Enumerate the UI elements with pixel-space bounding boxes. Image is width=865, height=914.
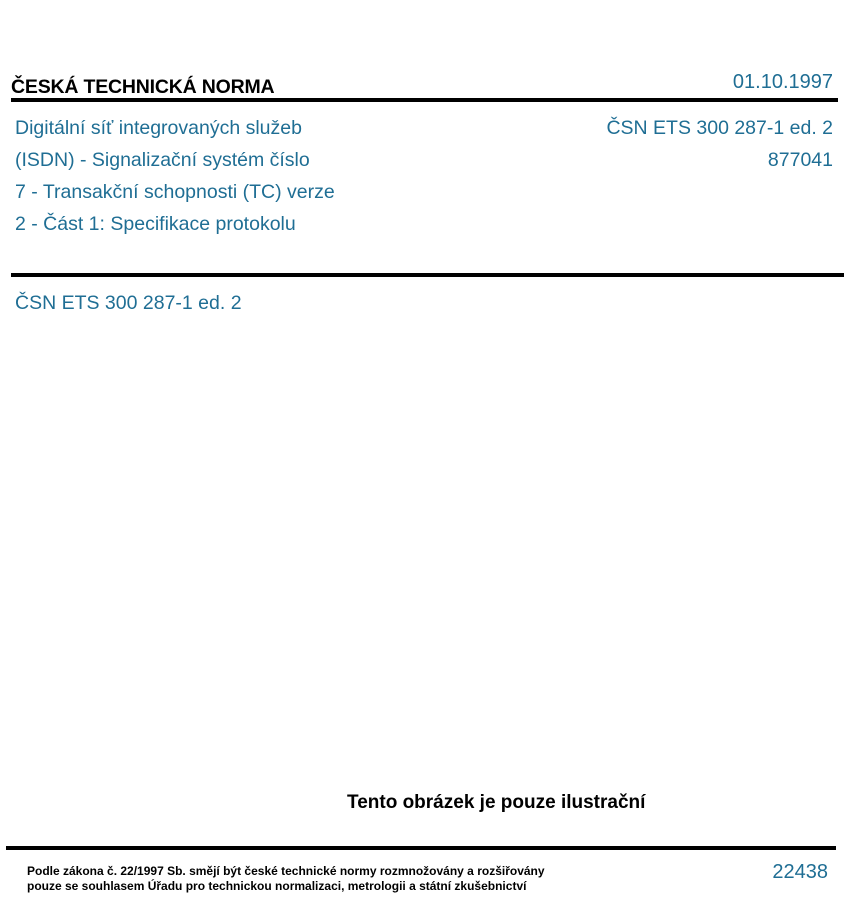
- standard-title-line-1: Digitální síť integrovaných služeb: [15, 117, 302, 139]
- standard-title-line-3: 7 - Transakční schopnosti (TC) verze: [15, 181, 335, 203]
- document-number: 22438: [772, 861, 828, 883]
- legal-text-line-2: pouze se souhlasem Úřadu pro technickou normalizaci, metrologii a státní zkušebnictví: [27, 879, 527, 893]
- standard-title-line-4: 2 - Část 1: Specifikace protokolu: [15, 213, 296, 235]
- standard-code-repeat: ČSN ETS 300 287-1 ed. 2: [15, 292, 242, 314]
- document-heading: ČESKÁ TECHNICKÁ NORMA: [11, 76, 275, 98]
- catalog-number: 877041: [767, 149, 833, 171]
- standard-code: ČSN ETS 300 287-1 ed. 2: [606, 117, 833, 139]
- standard-title-line-2: (ISDN) - Signalizační systém číslo: [15, 149, 310, 171]
- top-divider: [11, 98, 838, 102]
- middle-divider: [11, 273, 844, 277]
- legal-text-line-1: Podle zákona č. 22/1997 Sb. smějí být české technické normy rozmnožovány a rozšiřovány: [27, 864, 545, 878]
- bottom-divider: [6, 846, 836, 850]
- issue-date: 01.10.1997: [732, 71, 833, 93]
- illustration-notice: Tento obrázek je pouze ilustrační: [347, 792, 646, 813]
